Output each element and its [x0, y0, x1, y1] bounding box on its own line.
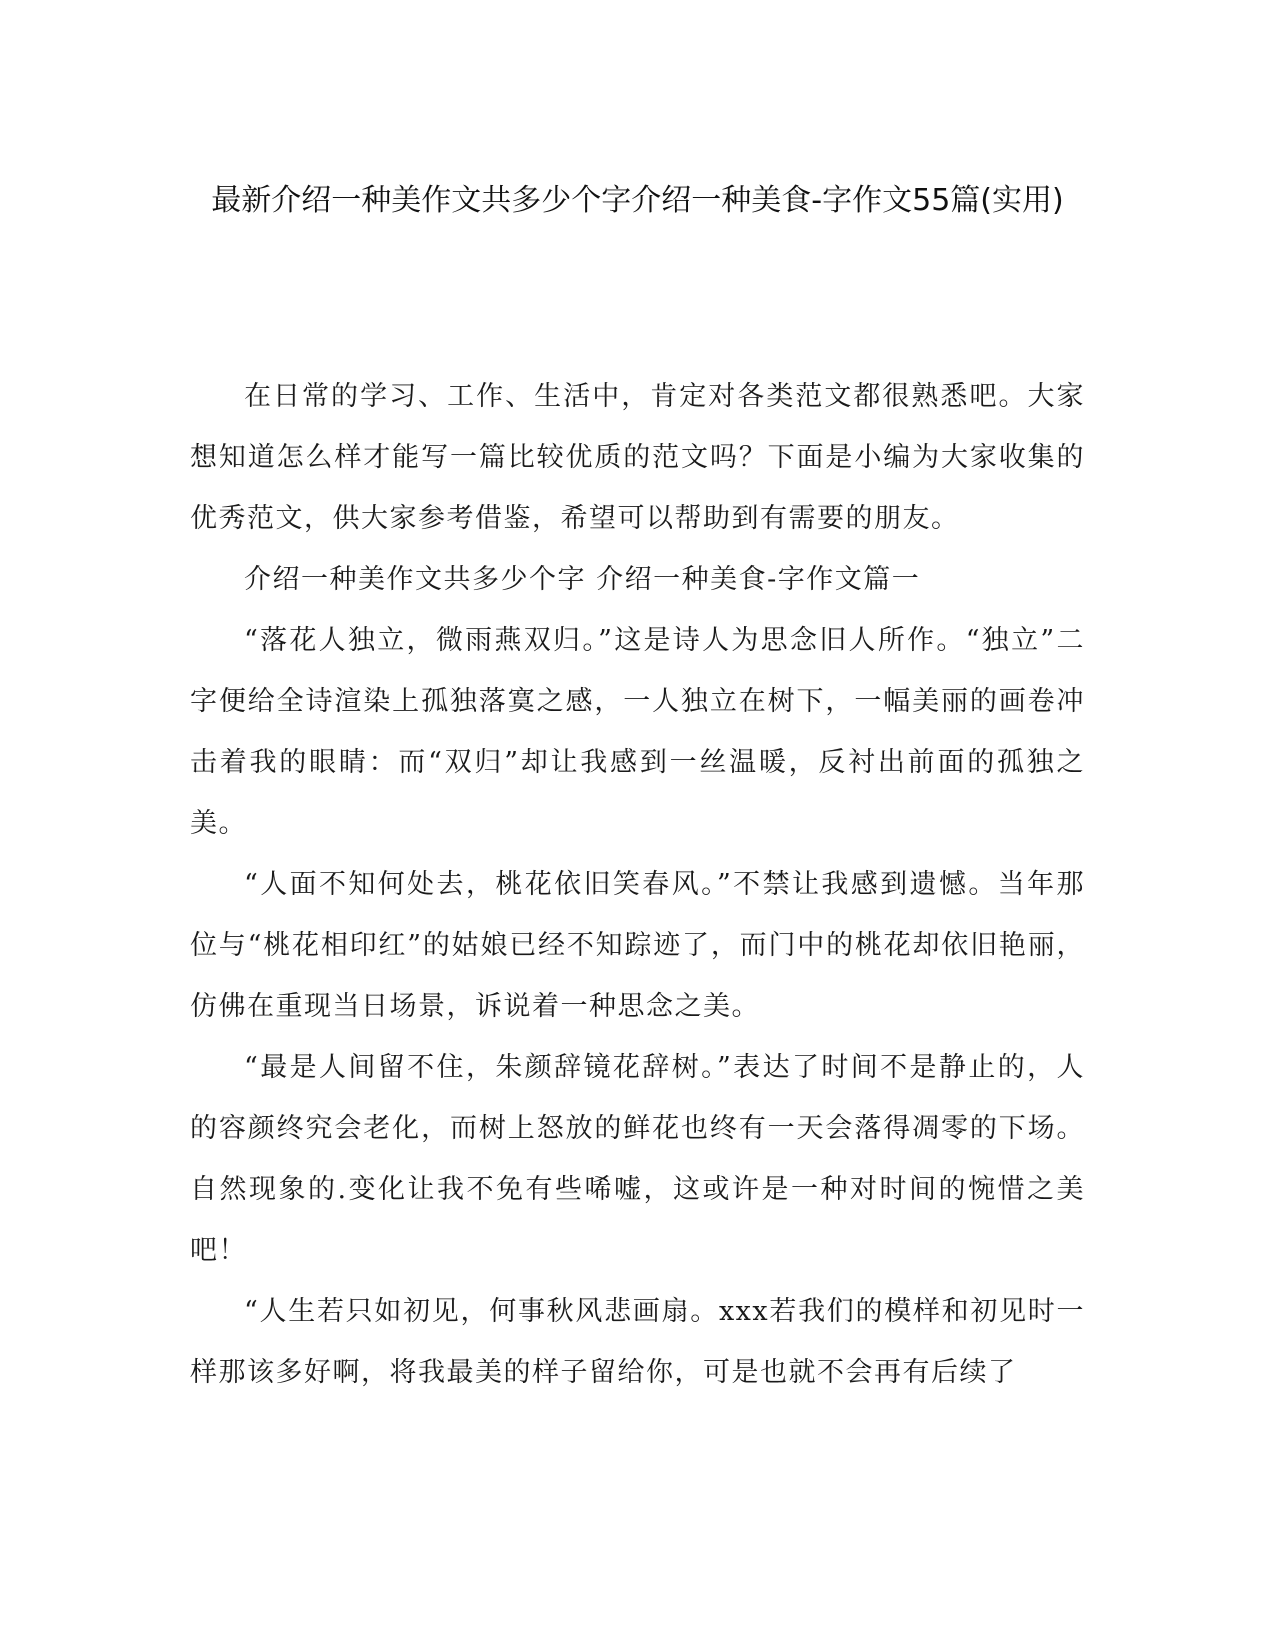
- section-heading: 介绍一种美作文共多少个字 介绍一种美食-字作文篇一: [244, 564, 921, 595]
- body-paragraph: “最是人间留不住，朱颜辞镜花辞树。”表达了时间不是静止的，人的容颜终究会老化，而树上怒放的鲜花也终有一天会落得凋零的下场。自然现象的.变化让我不免有些唏嘘，这或许是一种对时间的惋惜之美吧！: [190, 1052, 1085, 1266]
- body-paragraph: “落花人独立，微雨燕双归。”这是诗人为思念旧人所作。“独立”二字便给全诗渲染上孤独落寞之感，一人独立在树下，一幅美丽的画卷冲击着我的眼睛：而“双归”却让我感到一丝温暖，反衬出前面的孤独之美。: [190, 625, 1085, 839]
- intro-paragraph: 在日常的学习、工作、生活中，肯定对各类范文都很熟悉吧。大家想知道怎么样才能写一篇比较优质的范文吗？下面是小编为大家收集的优秀范文，供大家参考借鉴，希望可以帮助到有需要的朋友。: [190, 381, 1085, 534]
- document-title: 最新介绍一种美作文共多少个字介绍一种美食-字作文55篇(实用): [211, 183, 1064, 218]
- body-paragraph: “人生若只如初见，何事秋风悲画扇。xxx若我们的模样和初见时一样那该多好啊，将我最美的样子留给你，可是也就不会再有后续了: [190, 1296, 1085, 1388]
- document-body: [190, 366, 1085, 1403]
- body-paragraph: “人面不知何处去，桃花依旧笑春风。”不禁让我感到遗憾。当年那位与“桃花相印红”的姑娘已经不知踪迹了，而门中的桃花却依旧艳丽，仿佛在重现当日场景，诉说着一种思念之美。: [190, 869, 1085, 1022]
